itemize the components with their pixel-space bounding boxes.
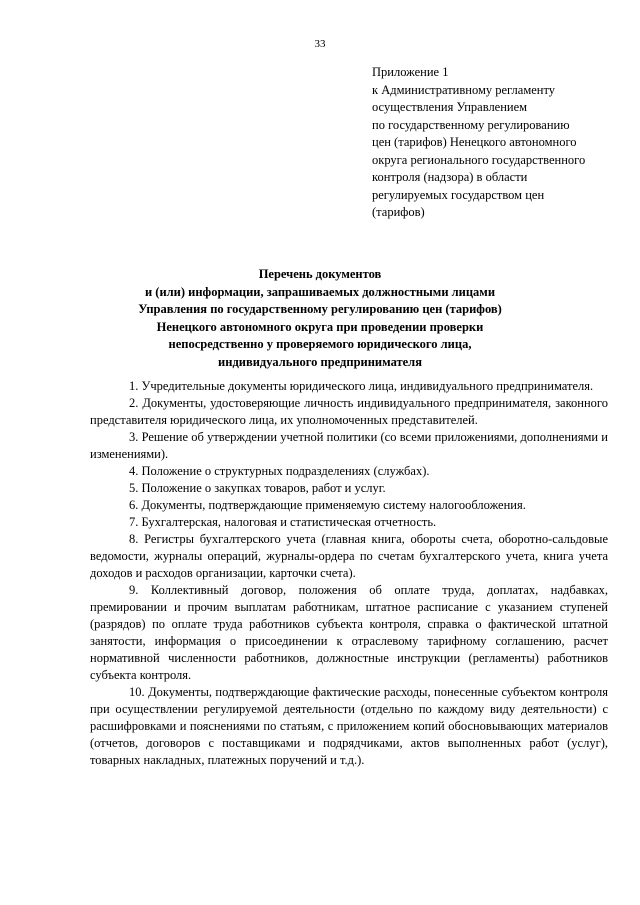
title-line: индивидуального предпринимателя	[218, 354, 422, 369]
appendix-line: по государственному регулированию	[372, 117, 570, 132]
document-title	[90, 266, 550, 371]
list-item: 4. Положение о структурных подразделениях (службах).	[129, 464, 430, 478]
appendix-line: (тарифов)	[372, 205, 425, 219]
title-line: и (или) информации, запрашиваемых должностными лицами	[144, 284, 496, 299]
appendix-line: Приложение 1	[372, 65, 449, 79]
list-item: 5. Положение о закупках товаров, работ и услуг.	[129, 481, 386, 495]
list-item: 7. Бухгалтерская, налоговая и статистическая отчетность.	[129, 515, 437, 529]
list-item: 1. Учредительные документы юридического лица, индивидуального предпринимателя.	[129, 379, 594, 393]
list-item: 9. Коллективный договор, положения об оплате труда, доплатах, надбавках, премировании и прочим выплатам работникам, штатное расписание с указанием ступеней (разрядов) по оплате труда работников субъекта контроля, справка о фактической штатной занятости, информация о присоединении к отраслевому тарифному соглашению, расчет нормативной численности работников, должностные инструкции (регламенты) работников субъекта контроля.	[90, 583, 608, 682]
list-item: 6. Документы, подтверждающие применяемую систему налогообложения.	[129, 498, 526, 512]
appendix-line: регулируемых государством цен	[372, 187, 545, 202]
list-item: 10. Документы, подтверждающие фактические расходы, понесенные субъектом контроля при осуществлении регулируемой деятельности (отдельно по каждому виду деятельности) с расшифровками и пояснениями по статьям, с приложением копий обосновывающих материалов (отчетов, договоров с поставщиками и подрядчиками, актов выполненных работ (услуг), товарных накладных, платежных поручений и т.д.).	[90, 685, 608, 767]
appendix-line: к Административному регламенту	[372, 82, 556, 97]
document-list	[90, 378, 608, 769]
title-line: Управления по государственному регулированию цен (тарифов)	[138, 302, 502, 316]
appendix-line: округа регионального государственного	[372, 152, 586, 167]
title-line: Перечень документов	[258, 267, 382, 281]
list-item: 8. Регистры бухгалтерского учета (главная книга, обороты счета, оборотно-сальдовые ведомости, журналы операций, журналы-ордера по счетам бухгалтерского учета, книга учета доходов и расходов организации, карточки счета).	[90, 532, 608, 580]
appendix-line: осуществления Управлением	[372, 100, 528, 114]
page-number: 33	[314, 38, 326, 50]
list-item: 2. Документы, удостоверяющие личность индивидуального предпринимателя, законного представителя юридического лица, их уполномоченных представителей.	[90, 396, 608, 427]
title-line: непосредственно у проверяемого юридического лица,	[168, 337, 472, 351]
appendix-line: контроля (надзора) в области	[372, 170, 528, 184]
appendix-line: цен (тарифов) Ненецкого автономного	[372, 135, 577, 149]
title-line: Ненецкого автономного округа при проведении проверки	[156, 319, 484, 334]
appendix-block	[372, 64, 622, 222]
list-item: 3. Решение об утверждении учетной политики (со всеми приложениями, дополнениями и изменениями).	[90, 430, 608, 461]
